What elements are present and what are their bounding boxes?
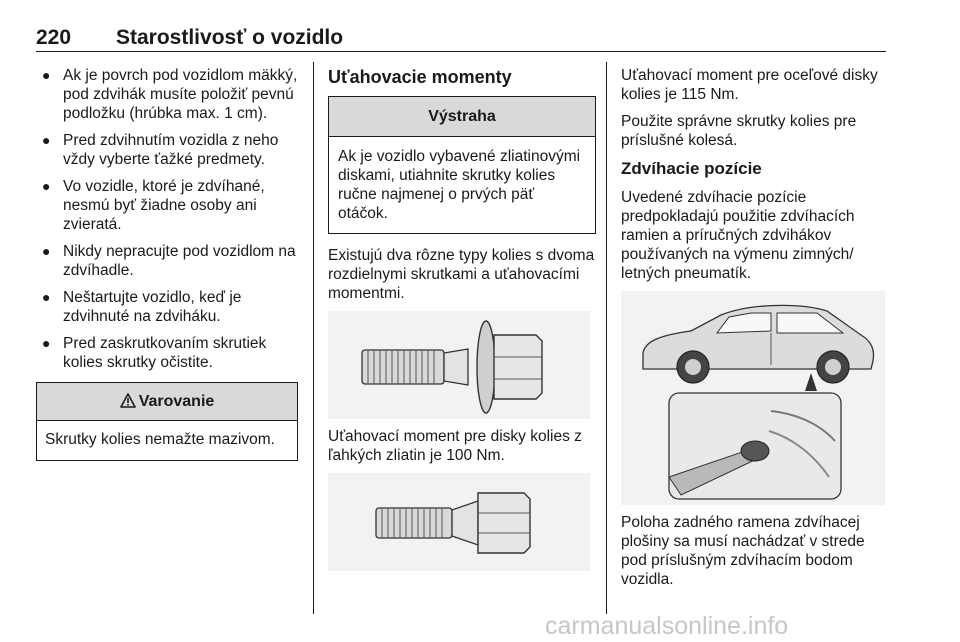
lifting-point-illustration xyxy=(621,291,885,505)
lifting-positions-paragraph: Uvedené zdvíhacie pozície predpokladajú použitie zdvíhacích ramien a príručných zdvihákov používaných na výmenu zimných/ letných pneumatík. xyxy=(621,189,855,282)
caution-title: Výstraha xyxy=(329,97,595,137)
list-item: ● Neštartujte vozidlo, keď je zdvihnuté na zdviháku. xyxy=(42,289,242,325)
steel-torque-paragraph: Uťahovací moment pre oceľové disky kolies je 115 Nm. xyxy=(621,67,878,103)
safety-bullet-list xyxy=(36,66,298,372)
caution-box xyxy=(328,96,596,234)
bullet-icon: ● xyxy=(42,67,51,83)
warning-box xyxy=(36,382,298,461)
list-item: ● Pred zdvihnutím vozidla z neho vždy vyberte ťažké predmety. xyxy=(42,132,279,168)
lift-arm-position-paragraph: Poloha zadného ramena zdvíhacej plošiny sa musí nachádzať v strede pod príslušným zdvíhacím bodom vozidla. xyxy=(621,514,865,588)
caution-text: Ak je vozidlo vybavené zliatinovými diskami, utiahnite skrutky kolies ručne najmenej o prvých päť otáčok. xyxy=(338,148,581,222)
correct-bolts-paragraph: Použite správne skrutky kolies pre príslušné kolesá. xyxy=(621,113,857,149)
warning-triangle-icon xyxy=(120,393,136,408)
column-divider-2 xyxy=(606,62,607,614)
column-3 xyxy=(621,66,887,597)
lifting-positions-heading: Zdvíhacie pozície xyxy=(621,159,762,178)
warning-title: Varovanie xyxy=(138,393,215,410)
alloy-wheel-bolt-illustration xyxy=(328,311,590,419)
wheel-types-paragraph: Existujú dva rôzne typy kolies s dvoma rozdielnymi skrutkami a uťahovacími momentmi. xyxy=(328,247,595,302)
bullet-icon: ● xyxy=(42,335,51,351)
watermark: carmanualsonline.info xyxy=(545,612,789,640)
steel-wheel-bolt-illustration xyxy=(328,473,590,571)
column-2 xyxy=(328,66,596,579)
bullet-icon: ● xyxy=(42,243,51,259)
warning-header xyxy=(37,383,297,421)
page-number: 220 xyxy=(36,26,72,49)
list-item: ● Nikdy nepracujte pod vozidlom na zdvíhadle. xyxy=(42,243,296,279)
list-item: ● Vo vozidle, ktoré je zdvíhané, nesmú byť žiadne osoby ani zvieratá. xyxy=(42,178,265,233)
bullet-icon: ● xyxy=(42,289,51,305)
header-rule xyxy=(36,51,886,52)
alloy-torque-paragraph: Uťahovací moment pre disky kolies z ľahkých zliatin je 100 Nm. xyxy=(328,428,582,464)
bullet-icon: ● xyxy=(42,178,51,194)
column-divider-1 xyxy=(313,62,314,614)
list-item: ● Pred zaskrutkovaním skrutiek kolies skrutky očistite. xyxy=(42,335,267,371)
column-1 xyxy=(36,66,298,461)
warning-text: Skrutky kolies nemažte mazivom. xyxy=(45,431,275,448)
section-title: Uťahovacie momenty xyxy=(328,67,512,87)
list-item: ● Ak je povrch pod vozidlom mäkký, pod zdvihák musíte položiť pevnú podložku (hrúbka max. 1 cm). xyxy=(42,67,298,122)
chapter-title: Starostlivosť o vozidlo xyxy=(116,26,344,49)
bullet-icon: ● xyxy=(42,132,51,148)
